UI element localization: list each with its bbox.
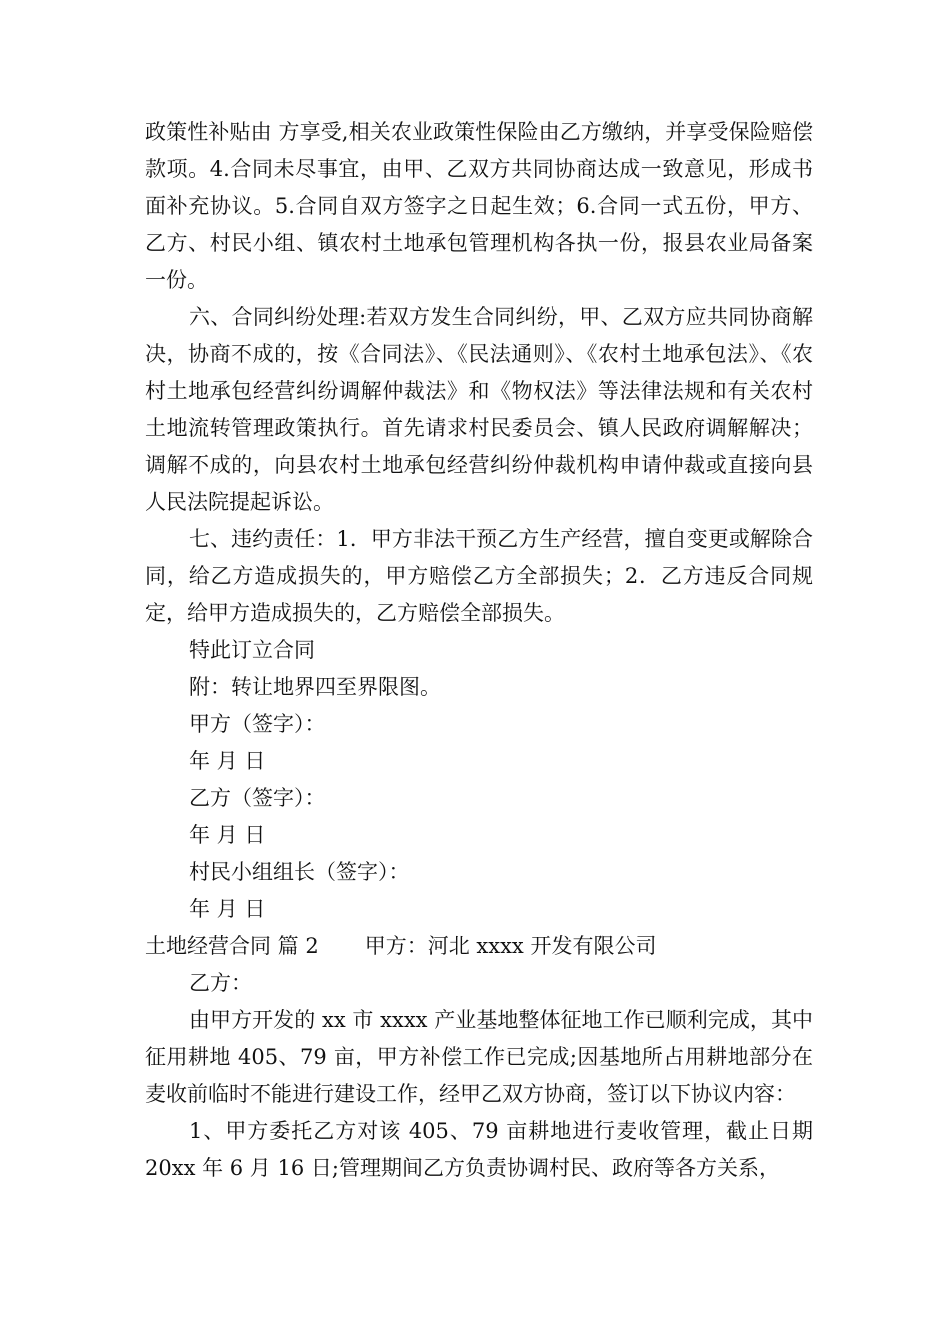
section-heading-line: [145, 928, 813, 965]
party-a-date: 年 月 日: [189, 749, 266, 773]
paragraph-breach-liability: 七、违约责任：1．甲方非法干预乙方生产经营，擅自变更或解除合同，给乙方造成损失的，甲方赔偿乙方全部损失；2．乙方违反合同规定，给甲方造成损失的，乙方赔偿全部损失。: [145, 527, 813, 625]
party-b-label: 乙方：: [189, 971, 252, 995]
group-leader-date: 年 月 日: [189, 897, 266, 921]
heading-gap: [319, 928, 365, 965]
party-b-signature: 乙方（签字）：: [189, 786, 326, 810]
paragraph-land-background: 由甲方开发的 xx 市 xxxx 产业基地整体征地工作已顺利完成，其中征用耕地 405、79 亩，甲方补偿工作已完成;因基地所占用耕地部分在麦收前临时不能进行建设工作，经甲乙双方协商，签订以下协议内容：: [145, 1008, 813, 1106]
paragraph-dispute-resolution: 六、合同纠纷处理:若双方发生合同纠纷，甲、乙双方应共同协商解决，协商不成的，按《合同法》、《民法通则》、《农村土地承包法》、《农村土地承包经营纠纷调解仲裁法》和《物权法》等法律法规和有关农村土地流转管理政策执行。首先请求村民委员会、镇人民政府调解解决；调解不成的，向县农村土地承包经营纠纷仲裁机构申请仲裁或直接向县人民法院提起诉讼。: [145, 305, 813, 514]
group-leader-signature: 村民小组组长（签字）：: [189, 860, 410, 884]
section-title: 土地经营合同 篇 2: [145, 934, 319, 958]
party-a-name: 甲方：河北 xxxx 开发有限公司: [364, 934, 657, 958]
contract-conclusion: 特此订立合同: [189, 638, 315, 662]
paragraph-clause-1: 1、甲方委托乙方对该 405、79 亩耕地进行麦收管理，截止日期 20xx 年 6 月 16 日;管理期间乙方负责协调村民、政府等各方关系，: [145, 1119, 813, 1180]
party-b-date: 年 月 日: [189, 823, 266, 847]
attachment-note: 附：转让地界四至界限图。: [189, 675, 441, 699]
party-a-signature: 甲方（签字）：: [189, 712, 326, 736]
paragraph-policy-terms: 政策性补贴由 方享受,相关农业政策性保险由乙方缴纳，并享受保险赔偿款项。4.合同未尽事宜，由甲、乙双方共同协商达成一致意见，形成书面补充协议。5.合同自双方签字之日起生效；6.合同一式五份，甲方、乙方、村民小组、镇农村土地承包管理机构各执一份，报县农业局备案一份。: [145, 120, 813, 292]
document-body: [145, 114, 813, 1187]
